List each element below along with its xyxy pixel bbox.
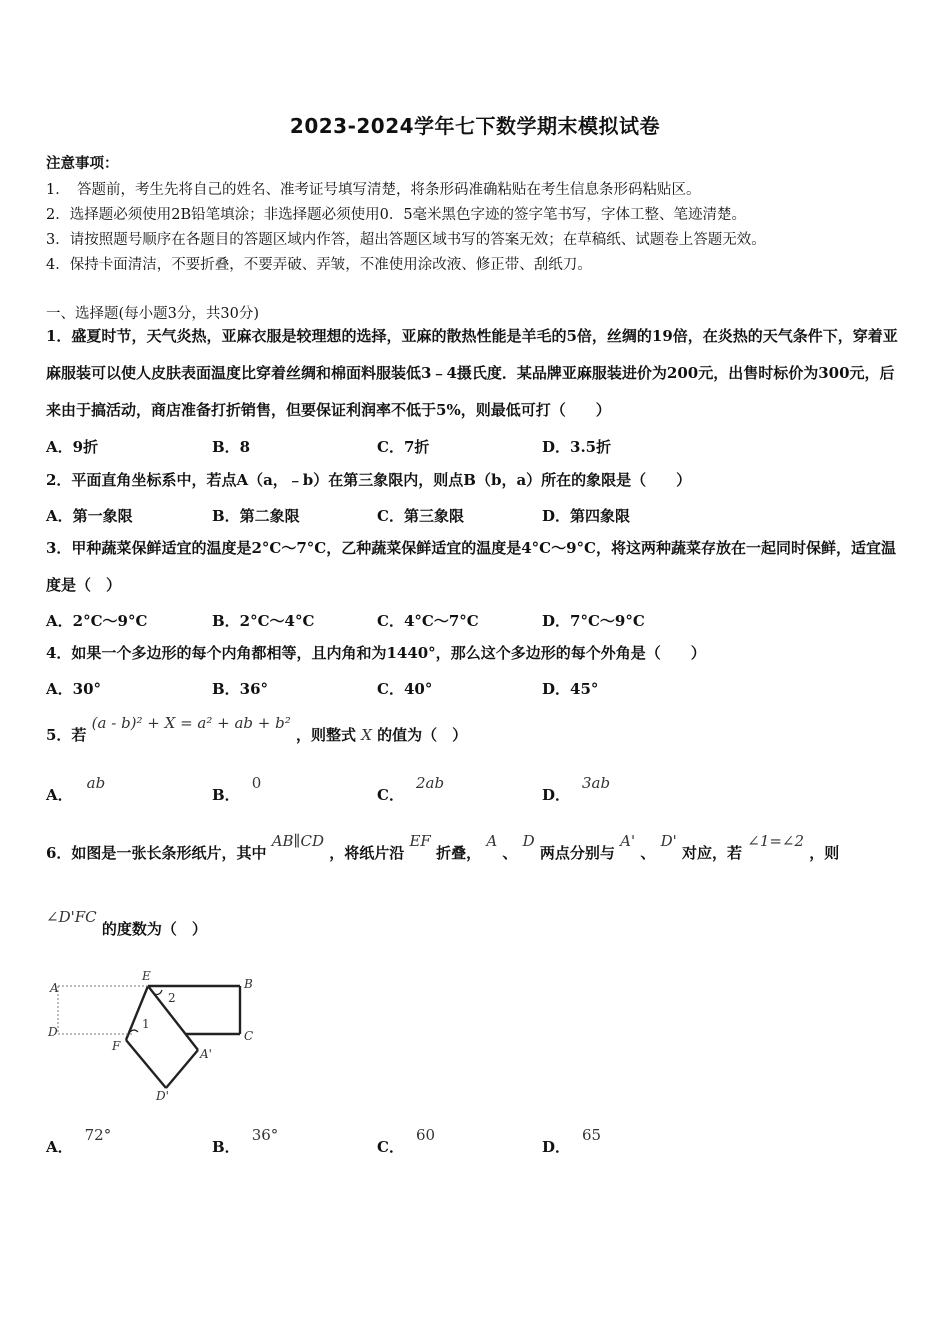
question-1-options	[46, 436, 906, 462]
question-3-options	[46, 610, 906, 636]
option-value: 72°	[84, 1126, 112, 1144]
option-label: B．	[212, 1138, 240, 1156]
question-5-option-c[interactable]	[377, 774, 445, 805]
question-6-part: 6．如图是一张长条形纸片，其中	[46, 844, 267, 862]
option-value: 36°	[251, 1126, 279, 1144]
question-5-variable: X	[361, 726, 372, 744]
section-heading: 一、选择题(每小题3分，共30分)	[46, 306, 259, 322]
question-2-option-d[interactable]: D．第四象限	[542, 507, 631, 525]
question-1-option-b[interactable]: B．8	[212, 438, 251, 456]
question-6-option-c[interactable]	[377, 1126, 436, 1157]
math-a: A	[486, 832, 498, 850]
option-label: D．	[542, 1138, 571, 1156]
folded-strip-figure	[44, 966, 274, 1106]
question-3-text: 3．甲种蔬菜保鲜适宜的温度是2°C～7°C，乙种蔬菜保鲜适宜的温度是4°C～9°C，将这两种蔬菜存放在一起同时保鲜，适宜温度是（ ）	[46, 539, 896, 594]
question-6-text	[46, 832, 840, 863]
question-4-option-b[interactable]: B．36°	[212, 680, 269, 698]
point-label-d: D	[48, 1025, 58, 1039]
notice-item-4: 4．保持卡面清洁，不要折叠，不要弄破、弄皱，不准使用涂改液、修正带、刮纸刀。	[46, 257, 592, 273]
question-6-option-a[interactable]	[46, 1126, 112, 1157]
question-6-part: ，将纸片沿	[329, 844, 405, 862]
math-d-prime: D'	[660, 832, 677, 850]
question-6-part: 、	[502, 844, 518, 862]
question-6-part: 折叠，	[436, 844, 482, 862]
question-4-text: 4．如果一个多边形的每个内角都相等，且内角和为1440°，那么这个多边形的每个外角是（ ）	[46, 644, 706, 662]
question-5-option-a[interactable]	[46, 774, 106, 805]
option-label: B．	[212, 786, 240, 804]
question-5-expression: (a - b)² + X = a² + ab + b²	[91, 714, 291, 732]
question-5-text	[46, 714, 468, 745]
question-5-option-b[interactable]	[212, 774, 262, 805]
question-5-suffix: 的值为（ ）	[377, 726, 468, 744]
option-label: D．	[542, 786, 571, 804]
question-5-prefix: 5．若	[46, 726, 87, 744]
option-value: ab	[86, 774, 106, 792]
question-1-option-d[interactable]: D．3.5折	[542, 438, 612, 456]
math-a-prime: A'	[620, 832, 636, 850]
question-6-options	[46, 1124, 906, 1160]
point-label-a: A	[50, 981, 59, 995]
question-4-option-d[interactable]: D．45°	[542, 680, 599, 698]
question-6-part: ，则	[809, 844, 840, 862]
notice-item-2: 2．选择题必须使用2B铅笔填涂；非选择题必须使用0．5毫米黑色字迹的签字笔书写，字体工整、笔迹清楚。	[46, 207, 747, 223]
option-label: C．	[377, 786, 404, 804]
point-label-b: B	[244, 977, 253, 991]
option-label: A．	[46, 1138, 73, 1156]
question-6-part: 两点分别与	[539, 844, 615, 862]
question-2-options	[46, 505, 906, 531]
question-5-options	[46, 772, 906, 808]
angle-label-2: 2	[168, 991, 176, 1005]
question-4-options	[46, 678, 906, 704]
notice-item-3: 3．请按照题号顺序在各题目的答题区域内作答，超出答题区域书写的答案无效；在草稿纸、试题卷上答题无效。	[46, 232, 766, 248]
point-label-a-prime: A'	[200, 1047, 212, 1061]
point-label-d-prime: D'	[156, 1089, 169, 1103]
point-label-f: F	[112, 1039, 121, 1053]
option-value: 2ab	[415, 774, 445, 792]
question-6-option-d[interactable]	[542, 1126, 602, 1157]
point-label-e: E	[142, 969, 151, 983]
question-6-part: 对应，若	[682, 844, 743, 862]
math-angle-equality: ∠1=∠2	[747, 832, 805, 850]
option-label: C．	[377, 1138, 404, 1156]
question-3-option-b[interactable]: B．2°C～4°C	[212, 612, 315, 630]
option-value: 60	[415, 1126, 436, 1144]
question-4-option-a[interactable]: A．30°	[46, 680, 102, 698]
notice-item-1: 1． 答题前，考生先将自己的姓名、准考证号填写清楚，将条形码准确粘贴在考生信息条形码粘贴区。	[46, 182, 701, 198]
question-2-option-a[interactable]: A．第一象限	[46, 507, 133, 525]
question-2-option-b[interactable]: B．第二象限	[212, 507, 300, 525]
option-value: 3ab	[582, 774, 611, 792]
question-2-text: 2．平面直角坐标系中，若点A（a，﹣b）在第三象限内，则点B（b，a）所在的象限是（ ）	[46, 471, 692, 489]
math-ab-parallel-cd: AB∥CD	[271, 832, 324, 850]
math-ef: EF	[409, 832, 431, 850]
question-1-option-a[interactable]: A．9折	[46, 438, 99, 456]
question-4-option-c[interactable]: C．40°	[377, 680, 433, 698]
math-angle-dfc: ∠D'FC	[46, 908, 97, 926]
question-3-option-d[interactable]: D．7°C～9°C	[542, 612, 645, 630]
notice-heading: 注意事项：	[46, 155, 119, 172]
option-value: 0	[251, 774, 262, 792]
question-3-option-a[interactable]: A．2°C～9°C	[46, 612, 148, 630]
question-2-option-c[interactable]: C．第三象限	[377, 507, 464, 525]
question-3-option-c[interactable]: C．4°C～7°C	[377, 612, 479, 630]
question-6-part: 、	[640, 844, 656, 862]
angle-label-1: 1	[142, 1017, 150, 1031]
question-1-text: 1．盛夏时节，天气炎热，亚麻衣服是较理想的选择，亚麻的散热性能是羊毛的5倍，丝绸的19倍，在炎热的天气条件下，穿着亚麻服装可以使人皮肤表面温度比穿着丝绸和棉面料服装低3﹣4摄氏度．某品牌亚麻服装进价为200元，出售时标价为300元，后来由于搞活动，商店准备打折销售，但要保证利润率不低于5%，则最低可打（ ）	[46, 327, 898, 419]
point-label-c: C	[244, 1029, 254, 1043]
question-1-option-c[interactable]: C．7折	[377, 438, 430, 456]
math-d: D	[522, 832, 535, 850]
question-5-option-d[interactable]	[542, 774, 611, 805]
question-5-mid: ，则整式	[296, 726, 357, 744]
question-6-part: 的度数为（ ）	[101, 920, 207, 938]
option-label: A．	[46, 786, 73, 804]
option-value: 65	[582, 1126, 602, 1144]
question-6-text-line-2	[46, 908, 207, 939]
question-6-option-b[interactable]	[212, 1126, 279, 1157]
page-title: 2023-2024学年七下数学期末模拟试卷	[289, 114, 661, 138]
